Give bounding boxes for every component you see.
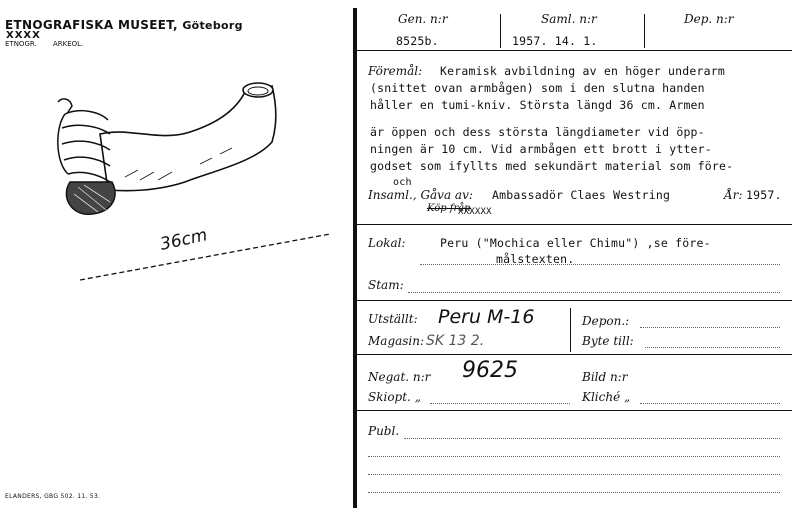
arm-sketch: [40, 72, 340, 302]
ar-value: 1957.: [746, 188, 782, 202]
category-labels: [5, 40, 97, 48]
divider-saml-dep: [644, 14, 645, 48]
depon-label: Depon.:: [582, 314, 630, 328]
lokal-dotline: [420, 264, 780, 265]
kliche-label: Kliché „: [582, 390, 631, 404]
crossed-out-mark: XXXX: [6, 30, 41, 41]
rule-insaml: [357, 224, 792, 225]
foremal-line-1: Keramisk avbildning av en höger underarm: [440, 64, 725, 78]
foremal-label: Föremål:: [368, 64, 423, 78]
gen-value: 8525b.: [396, 34, 439, 48]
byte-label: Byte till:: [582, 334, 634, 348]
kop-crossout: XXXXXX: [458, 207, 492, 217]
foremal-line-5: ningen är 10 cm. Vid armbågen ett brott i ytter-: [370, 142, 712, 156]
lokal-label: Lokal:: [368, 236, 406, 250]
rule-numbers: [357, 50, 792, 51]
stam-label: Stam:: [368, 278, 404, 292]
publ-label: Publ.: [368, 424, 400, 438]
dep-label: Dep. n:r: [684, 12, 734, 26]
magasin-label: Magasin:: [368, 334, 425, 348]
category-arkeol: ARKEOL.: [52, 40, 84, 48]
byte-dotline: [645, 347, 780, 348]
lokal-line-1: Peru ("Mochica eller Chimu") ,se före-: [440, 236, 711, 250]
museum-name: ETNOGRAFISKA MUSEET,: [5, 18, 178, 32]
divider-gen-saml: [500, 14, 501, 48]
rule-magasin: [357, 354, 792, 355]
negat-value: 9625: [462, 358, 518, 383]
museum-city: Göteborg: [182, 19, 243, 32]
measure-label: 36cm: [158, 225, 210, 255]
divider-utstallt: [570, 308, 571, 352]
category-etnogr: ETNOGR.: [5, 40, 37, 48]
kliche-dotline: [640, 403, 780, 404]
rule-negat: [357, 410, 792, 411]
stam-dotline: [408, 292, 780, 293]
saml-label: Saml. n:r: [541, 12, 597, 26]
lokal-line-2: målstexten.: [496, 252, 575, 266]
bild-label: Bild n:r: [582, 370, 628, 384]
insaml-over: och: [393, 177, 412, 188]
insaml-label: Insaml., Gåva av:: [368, 188, 473, 202]
depon-dotline: [640, 327, 780, 328]
kop-label-struck: Köp från: [427, 203, 471, 214]
publ-dotline-1: [404, 438, 780, 439]
saml-value: 1957. 14. 1.: [512, 34, 598, 48]
skiopt-dotline: [430, 403, 570, 404]
publ-dotline-3: [368, 474, 780, 475]
foremal-line-3: håller en tumi-kniv. Största längd 36 cm. Armen: [370, 98, 705, 112]
foremal-line-4: är öppen och dess största längdiameter vid öpp-: [370, 125, 705, 139]
publ-dotline-4: [368, 492, 780, 493]
insaml-value: Ambassadör Claes Westring: [492, 188, 671, 202]
foremal-line-6: godset som ifyllts med sekundärt material som före-: [370, 159, 734, 173]
card-left-border: [353, 8, 357, 508]
foremal-line-2: (snittet ovan armbågen) som i den slutna handen: [370, 81, 705, 95]
printer-imprint: ELANDERS, GBG 502. 11. 53.: [5, 493, 101, 500]
negat-label: Negat. n:r: [368, 370, 431, 384]
skiopt-label: Skiopt. „: [368, 390, 421, 404]
gen-label: Gen. n:r: [398, 12, 448, 26]
publ-dotline-2: [368, 456, 780, 457]
ar-label: År:: [724, 188, 743, 202]
rule-stam: [357, 300, 792, 301]
utstallt-value: Peru M-16: [438, 306, 535, 328]
magasin-value: SK 13 2.: [426, 333, 485, 349]
utstallt-label: Utställt:: [368, 312, 418, 326]
